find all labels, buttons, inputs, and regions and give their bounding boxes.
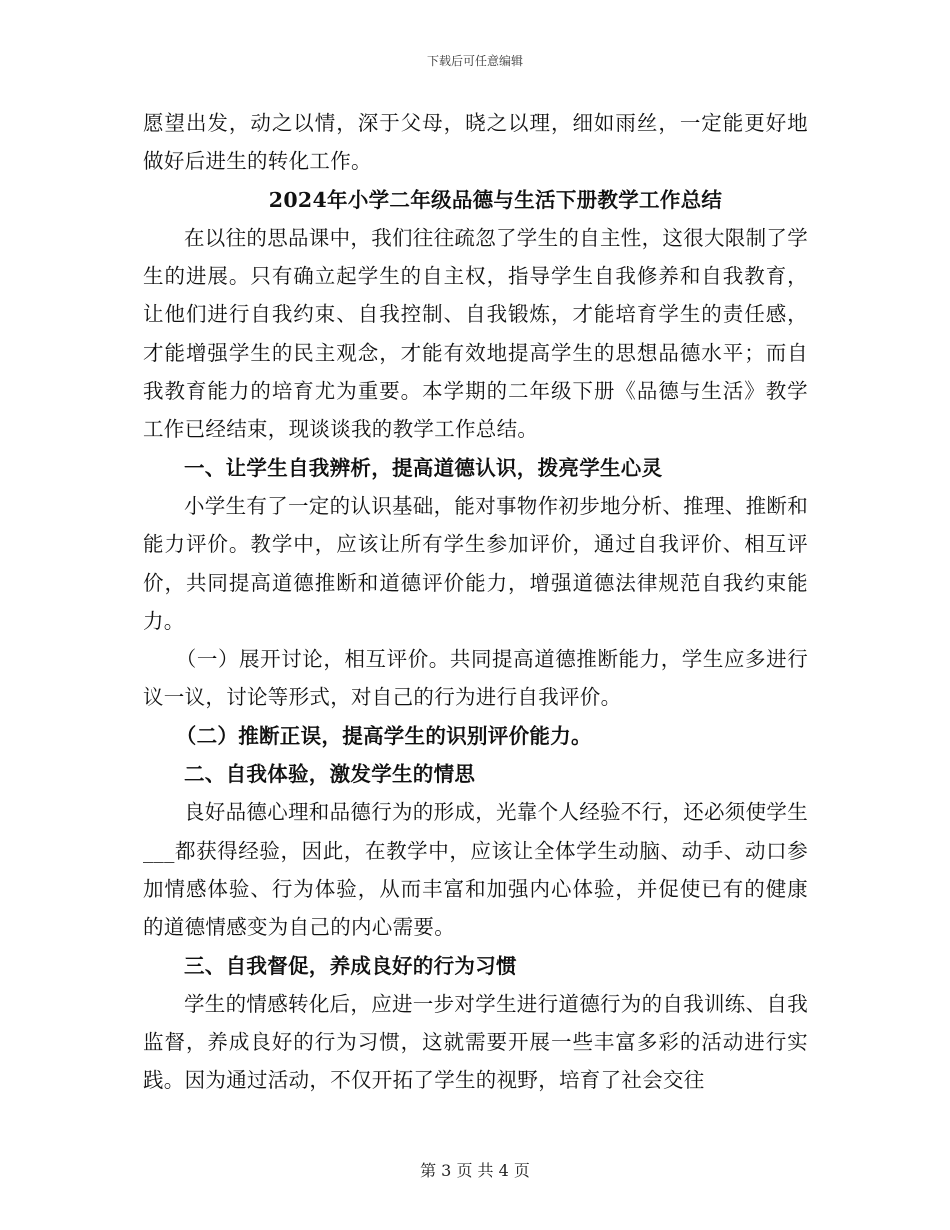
section-1-heading: 一、让学生自我辨析，提高道德认识，拨亮学生心灵 (184, 455, 663, 480)
section-2-body: 良好品德心理和品德行为的形成，光靠个人经验不行，还必须使学生___都获得经验，因此，在教学中，应该让全体学生动脑、动手、动口参加情感体验、行为体验，从而丰富和加强内心体验，并促使已有的健康的道德情感变为自己的内心需要。 (143, 800, 808, 940)
section-2-heading: 二、自我体验，激发学生的情思 (184, 762, 476, 787)
header-note: 下载后可任意编辑 (426, 54, 523, 68)
section-1-subsection-1: （一）展开讨论，相互评价。共同提高道德推断能力，学生应多进行议一议，讨论等形式，对自己的行为进行自我评价。 (143, 647, 808, 710)
section-3-heading: 三、自我督促，养成良好的行为习惯 (184, 953, 517, 978)
section-1-body: 小学生有了一定的认识基础，能对事物作初步地分析、推理、推断和能力评价。教学中，应该让所有学生参加评价，通过自我评价、相互评价，共同提高道德推断和道德评价能力，增强道德法律规范自我约束能力。 (143, 493, 808, 633)
section-3-body: 学生的情感转化后，应进一步对学生进行道德行为的自我训练、自我监督，养成良好的行为习惯，这就需要开展一些丰富多彩的活动进行实践。因为通过活动，不仅开拓了学生的视野，培育了社会交往 (143, 991, 808, 1093)
section-1-subsection-2: （二）推断正误，提高学生的识别评价能力。 (175, 723, 592, 748)
continuation-paragraph: 愿望出发，动之以情，深于父母，晓之以理，细如雨丝，一定能更好地做好后进生的转化工作。 (143, 111, 808, 174)
document-body (143, 104, 808, 1100)
page-number: 第 3 页 共 4 页 (420, 1161, 530, 1180)
intro-paragraph: 在以往的思品课中，我们往往疏忽了学生的自主性，这很大限制了学生的进展。只有确立起学生的自主权，指导学生自我修养和自我教育，让他们进行自我约束、自我控制、自我锻炼，才能培育学生的责任感，才能增强学生的民主观念，才能有效地提高学生的思想品德水平；而自我教育能力的培育尤为重要。本学期的二年级下册《品德与生活》教学工作已经结束，现谈谈我的教学工作总结。 (143, 225, 808, 442)
document-title: 2024年小学二年级品德与生活下册教学工作总结 (268, 187, 723, 212)
